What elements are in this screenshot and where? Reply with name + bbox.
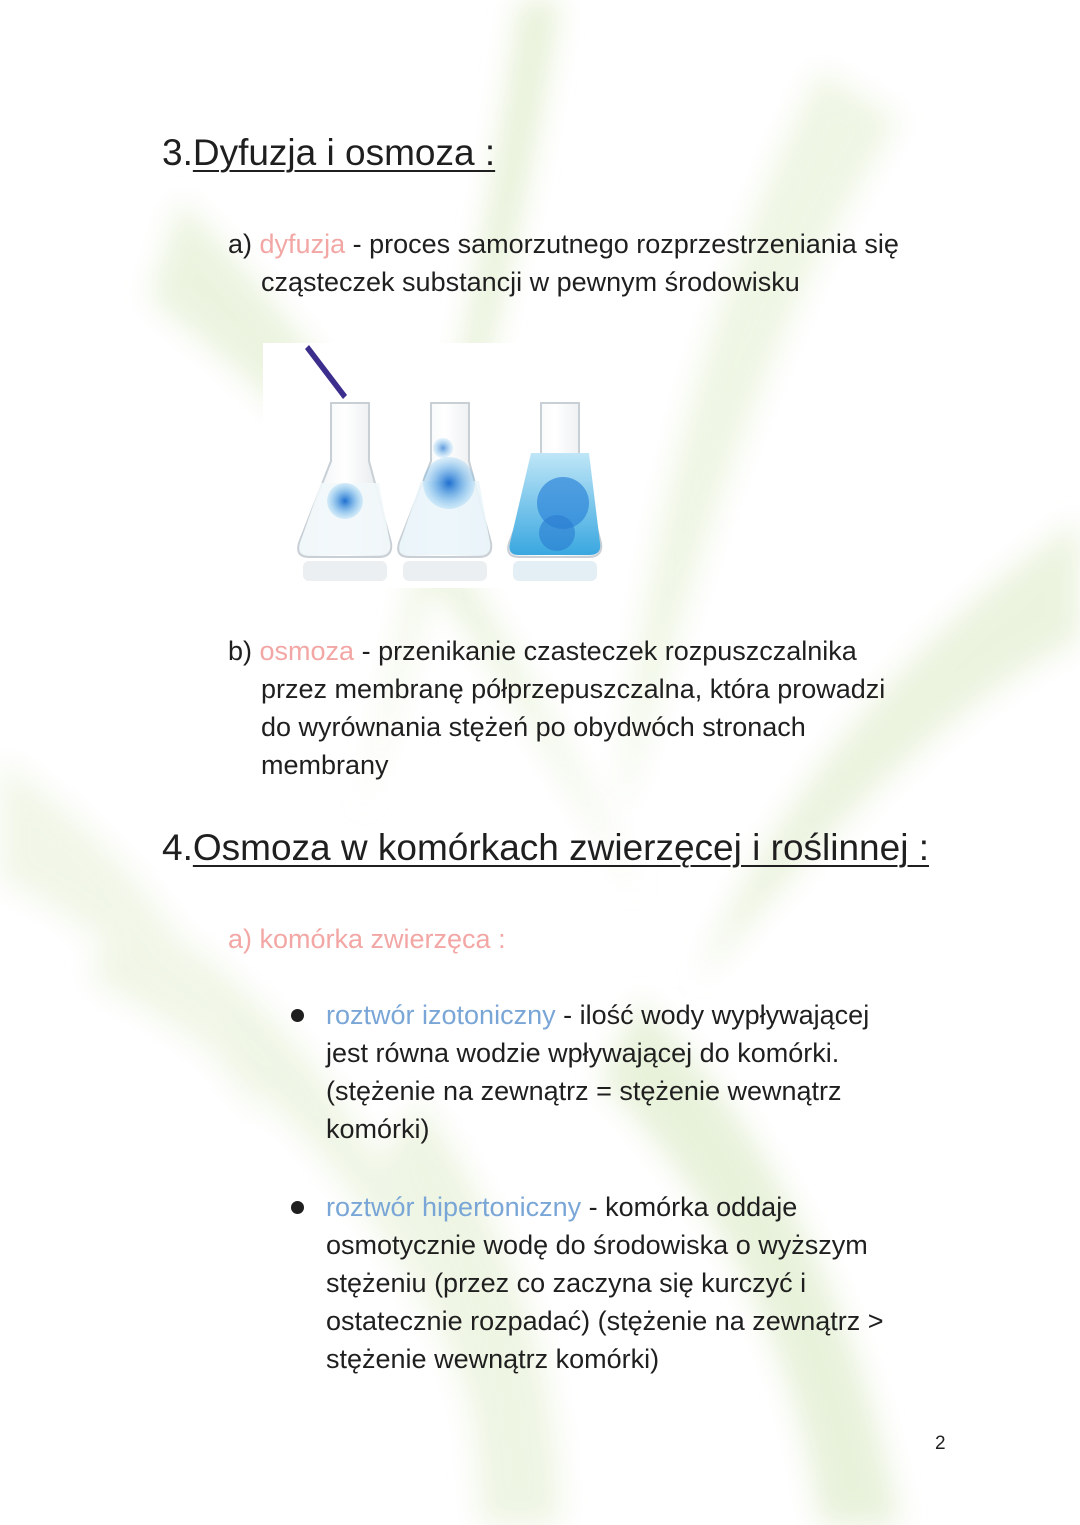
- item-marker: b): [228, 636, 253, 666]
- term-diffusion: dyfuzja: [259, 229, 346, 259]
- definition-line: do wyrównania stężeń po obydwóch stronach: [261, 712, 806, 742]
- subheading-animal-cell: a) komórka zwierzęca :: [228, 924, 506, 954]
- bullet-line: ostatecznie rozpadać) (stężenie na zewnątrz >: [326, 1306, 884, 1336]
- flasks-diffusion-image: [263, 343, 623, 588]
- section-3-number: 3.: [162, 132, 193, 173]
- bullet-isotonic: [291, 996, 951, 1148]
- bullet-line: stężeniu (przez co zaczyna się kurczyć i: [326, 1268, 807, 1298]
- bullet-hypertonic: [291, 1188, 951, 1378]
- bullet-line: - ilość wody wypływającej: [555, 1000, 870, 1030]
- section-4-title: Osmoza w komórkach zwierzęcej i roślinnej :: [192, 827, 929, 868]
- definition-line: membrany: [261, 750, 389, 780]
- term-isotonic: roztwór izotoniczny: [326, 1000, 556, 1030]
- term-hypertonic: roztwór hipertoniczny: [326, 1192, 582, 1222]
- page-number: 2: [935, 1433, 946, 1454]
- bullet-line: jest równa wodzie wpływającej do komórki.: [326, 1038, 840, 1068]
- item-marker: a): [228, 229, 253, 259]
- bullet-dot-icon: [291, 1201, 304, 1214]
- section-4-number: 4.: [162, 827, 193, 868]
- section-3-title: Dyfuzja i osmoza :: [192, 132, 496, 173]
- definition-diffusion: [228, 225, 968, 301]
- bullet-line: - komórka oddaje: [581, 1192, 798, 1222]
- bullet-line: komórki): [326, 1114, 430, 1144]
- definition-line: cząsteczek substancji w pewnym środowisku: [261, 267, 800, 297]
- bullet-line: osmotycznie wodę do środowiska o wyższym: [326, 1230, 868, 1260]
- definition-line: - proces samorzutnego rozprzestrzeniania się: [345, 229, 899, 259]
- definition-line: przez membranę półprzepuszczalna, która prowadzi: [261, 674, 886, 704]
- definition-osmosis: [228, 632, 968, 784]
- bullet-line: (stężenie na zewnątrz = stężenie wewnątrz: [326, 1076, 842, 1106]
- term-osmosis: osmoza: [259, 636, 355, 666]
- bullet-dot-icon: [291, 1009, 304, 1022]
- definition-line: - przenikanie czasteczek rozpuszczalnika: [354, 636, 857, 666]
- bullet-line: stężenie wewnątrz komórki): [326, 1344, 660, 1374]
- section-4-heading: [162, 826, 929, 870]
- section-3-heading: [162, 131, 495, 175]
